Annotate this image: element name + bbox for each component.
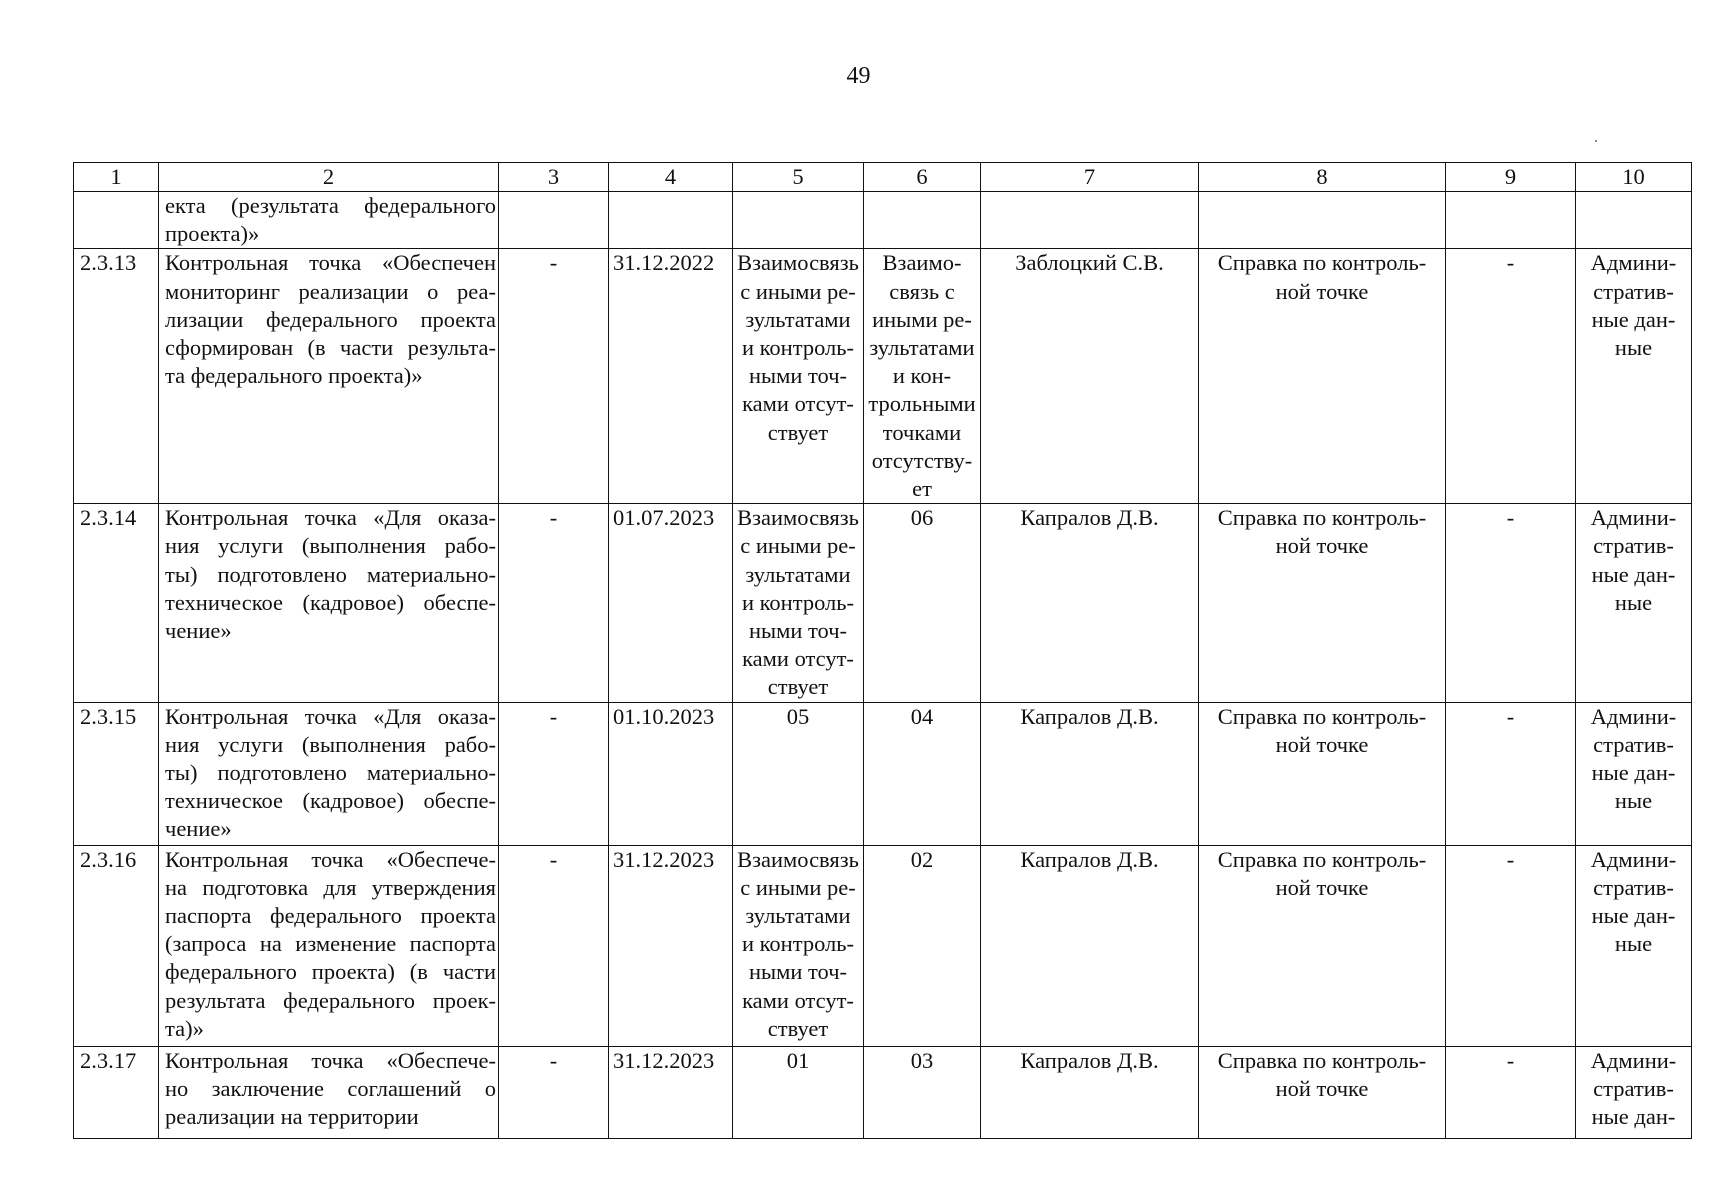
- table-row: [74, 192, 1692, 249]
- data-source-cell: [1576, 1046, 1692, 1138]
- column-5-cell: [733, 1046, 864, 1138]
- column-header: 8: [1199, 163, 1446, 192]
- column-header: 2: [159, 163, 499, 192]
- name-line: техническое (кадровое) обеспе-: [165, 589, 496, 615]
- column-5-cell: [733, 702, 864, 845]
- name-line: лизации федерального проекта: [165, 306, 496, 332]
- deadline-date-cell: 31.12.2023: [609, 1046, 733, 1138]
- name-line: Контрольная точка «Обеспечен: [165, 250, 496, 276]
- responsible-person-cell: Капралов Д.В.: [981, 1046, 1199, 1138]
- column-6-cell: [864, 1046, 981, 1138]
- responsible-person-cell: [981, 192, 1199, 249]
- document-line: Справка по контроль-: [1217, 703, 1427, 729]
- document-type-cell: [1199, 702, 1446, 845]
- column-5-line: Взаимосвязь: [737, 846, 859, 872]
- deadline-date-cell: 01.10.2023: [609, 702, 733, 845]
- document-type-cell: [1199, 845, 1446, 1046]
- data-source-cell: [1576, 504, 1692, 702]
- control-point-name-cell: [159, 192, 499, 249]
- control-point-name-cell: [159, 845, 499, 1046]
- column-6-line: 04: [910, 703, 934, 729]
- row-number-cell: 2.3.16: [74, 845, 159, 1046]
- name-line: паспорта федерального проекта: [165, 903, 496, 929]
- column-9-cell: -: [1446, 249, 1576, 504]
- document-type-cell: [1199, 1046, 1446, 1138]
- control-point-name-cell: [159, 702, 499, 845]
- name-line: техническое (кадровое) обеспе-: [165, 788, 496, 814]
- name-line: (запроса на изменение паспорта: [165, 931, 496, 957]
- column-5-cell: [733, 192, 864, 249]
- control-point-name-cell: [159, 504, 499, 702]
- source-line: ные: [1614, 788, 1653, 814]
- column-9-cell: [1446, 192, 1576, 249]
- name-line: Контрольная точка «Для оказа-: [165, 703, 496, 729]
- name-line: ты) подготовлено материально-: [165, 760, 496, 786]
- source-line: Админи-: [1590, 1047, 1677, 1073]
- column-5-line: с иными ре-: [740, 278, 856, 304]
- column-header: 3: [499, 163, 609, 192]
- name-line: но заключение соглашений о: [165, 1075, 496, 1101]
- table-row: [74, 249, 1692, 504]
- source-line: стратив-: [1593, 278, 1674, 304]
- column-5-line: 05: [786, 703, 810, 729]
- row-number-cell: 2.3.17: [74, 1046, 159, 1138]
- scan-speck: [1595, 140, 1597, 142]
- name-line: екта (результата федерального: [165, 193, 496, 218]
- source-line: стратив-: [1593, 874, 1674, 900]
- source-line: Админи-: [1590, 505, 1677, 531]
- column-9-cell: -: [1446, 1046, 1576, 1138]
- source-line: ные дан-: [1591, 1104, 1676, 1130]
- source-line: ные дан-: [1591, 903, 1676, 929]
- source-line: стратив-: [1593, 731, 1674, 757]
- deadline-date-cell: [609, 192, 733, 249]
- responsible-person-cell: Капралов Д.В.: [981, 845, 1199, 1046]
- table-row: [74, 1046, 1692, 1138]
- column-6-line: отсутству-: [871, 447, 973, 473]
- name-line: Контрольная точка «Обеспече-: [165, 846, 496, 872]
- deadline-date-cell: 31.12.2023: [609, 845, 733, 1046]
- column-header: 5: [733, 163, 864, 192]
- column-6-cell: [864, 845, 981, 1046]
- document-line: ной точке: [1275, 874, 1369, 900]
- column-5-line: ствует: [767, 1015, 829, 1041]
- column-5-line: зультатами: [745, 306, 851, 332]
- row-number-cell: 2.3.14: [74, 504, 159, 702]
- column-6-line: зультатами: [869, 335, 975, 361]
- column-5-line: Взаимосвязь: [737, 250, 859, 276]
- header-row: [74, 163, 1692, 192]
- name-line: Контрольная точка «Для оказа-: [165, 505, 496, 531]
- responsible-person-cell: Заблоцкий С.В.: [981, 249, 1199, 504]
- name-line: ты) подготовлено материально-: [165, 561, 496, 587]
- name-line: Контрольная точка «Обеспече-: [165, 1047, 496, 1073]
- column-header: 10: [1576, 163, 1692, 192]
- source-line: Админи-: [1590, 846, 1677, 872]
- column-5-line: зультатами: [745, 903, 851, 929]
- column-5-line: ными точ-: [748, 363, 848, 389]
- control-point-name-cell: [159, 1046, 499, 1138]
- document-line: ной точке: [1275, 1075, 1369, 1101]
- data-source-cell: [1576, 845, 1692, 1046]
- name-line: ния услуги (выполнения рабо-: [165, 533, 496, 559]
- page-number: 49: [846, 63, 871, 89]
- column-5-line: и контроль-: [741, 335, 855, 361]
- column-9-cell: -: [1446, 504, 1576, 702]
- name-line: чение»: [165, 618, 232, 644]
- name-line: результата федерального проек-: [165, 987, 496, 1013]
- table-row: [74, 845, 1692, 1046]
- column-3-cell: -: [499, 1046, 609, 1138]
- column-5-line: ными точ-: [748, 959, 848, 985]
- column-5-line: ками отсут-: [742, 646, 854, 672]
- column-5-line: 01: [786, 1047, 810, 1073]
- row-number-cell: 2.3.13: [74, 249, 159, 504]
- column-5-cell: [733, 504, 864, 702]
- column-5-line: ками отсут-: [742, 987, 854, 1013]
- column-5-line: и контроль-: [741, 931, 855, 957]
- column-6-line: 03: [910, 1047, 934, 1073]
- column-6-cell: [864, 249, 981, 504]
- column-6-cell: [864, 192, 981, 249]
- table-row: [74, 504, 1692, 702]
- source-line: ные дан-: [1591, 760, 1676, 786]
- document-line: Справка по контроль-: [1217, 505, 1427, 531]
- column-6-line: 02: [910, 846, 934, 872]
- column-header: 9: [1446, 163, 1576, 192]
- document-type-cell: [1199, 249, 1446, 504]
- column-5-line: ствует: [767, 419, 829, 445]
- column-5-line: ками отсут-: [742, 391, 854, 417]
- column-6-line: Взаимо-: [882, 250, 962, 276]
- source-line: Админи-: [1590, 703, 1677, 729]
- source-line: стратив-: [1593, 1075, 1674, 1101]
- column-3-cell: [499, 192, 609, 249]
- source-line: стратив-: [1593, 533, 1674, 559]
- source-line: ные дан-: [1591, 306, 1676, 332]
- name-line: та)»: [165, 1015, 204, 1041]
- name-line: реализации на территории: [165, 1104, 419, 1130]
- column-5-cell: [733, 249, 864, 504]
- document-line: Справка по контроль-: [1217, 846, 1427, 872]
- name-line: федерального проекта) (в части: [165, 959, 496, 985]
- data-source-cell: [1576, 249, 1692, 504]
- name-line: чение»: [165, 816, 232, 842]
- column-6-line: связь с: [889, 278, 955, 304]
- row-number-cell: 2.3.15: [74, 702, 159, 845]
- deadline-date-cell: 31.12.2022: [609, 249, 733, 504]
- column-6-line: трольными: [868, 391, 976, 417]
- column-header: 4: [609, 163, 733, 192]
- column-3-cell: -: [499, 845, 609, 1046]
- source-line: ные: [1614, 589, 1653, 615]
- column-5-line: ствует: [767, 674, 829, 700]
- column-3-cell: -: [499, 249, 609, 504]
- column-9-cell: -: [1446, 702, 1576, 845]
- column-6-line: ет: [912, 476, 932, 502]
- name-line: ния услуги (выполнения рабо-: [165, 731, 496, 757]
- document-type-cell: [1199, 504, 1446, 702]
- control-point-name-cell: [159, 249, 499, 504]
- column-6-cell: [864, 504, 981, 702]
- column-5-line: и контроль-: [741, 589, 855, 615]
- source-line: ные: [1614, 931, 1653, 957]
- name-line: мониторинг реализации о реа-: [165, 278, 496, 304]
- responsible-person-cell: Капралов Д.В.: [981, 702, 1199, 845]
- column-6-line: точками: [882, 419, 962, 445]
- column-3-cell: -: [499, 702, 609, 845]
- name-line: сформирован (в части результа-: [165, 335, 496, 361]
- source-line: Админи-: [1590, 250, 1677, 276]
- name-line: на подготовка для утверждения: [165, 874, 496, 900]
- responsible-person-cell: Капралов Д.В.: [981, 504, 1199, 702]
- column-6-line: иными ре-: [872, 306, 972, 332]
- column-5-line: ными точ-: [748, 618, 848, 644]
- column-6-cell: [864, 702, 981, 845]
- column-5-line: с иными ре-: [740, 533, 856, 559]
- document-line: Справка по контроль-: [1217, 250, 1427, 276]
- column-3-cell: -: [499, 504, 609, 702]
- column-5-line: зультатами: [745, 561, 851, 587]
- source-line: ные: [1614, 335, 1653, 361]
- column-header: 6: [864, 163, 981, 192]
- column-header: 1: [74, 163, 159, 192]
- deadline-date-cell: 01.07.2023: [609, 504, 733, 702]
- document-line: ной точке: [1275, 731, 1369, 757]
- name-line: проекта)»: [165, 221, 260, 247]
- data-source-cell: [1576, 702, 1692, 845]
- column-5-line: Взаимосвязь: [737, 505, 859, 531]
- column-9-cell: -: [1446, 845, 1576, 1046]
- table-row: [74, 702, 1692, 845]
- column-5-line: с иными ре-: [740, 874, 856, 900]
- control-points-table: [73, 162, 1692, 1139]
- column-6-line: и кон-: [892, 363, 952, 389]
- document-line: ной точке: [1275, 278, 1369, 304]
- column-5-cell: [733, 845, 864, 1046]
- row-number-cell: [74, 192, 159, 249]
- data-source-cell: [1576, 192, 1692, 249]
- document-type-cell: [1199, 192, 1446, 249]
- source-line: ные дан-: [1591, 561, 1676, 587]
- column-6-line: 06: [910, 505, 934, 531]
- column-header: 7: [981, 163, 1199, 192]
- name-line: та федерального проекта)»: [165, 363, 423, 389]
- document-line: ной точке: [1275, 533, 1369, 559]
- document-line: Справка по контроль-: [1217, 1047, 1427, 1073]
